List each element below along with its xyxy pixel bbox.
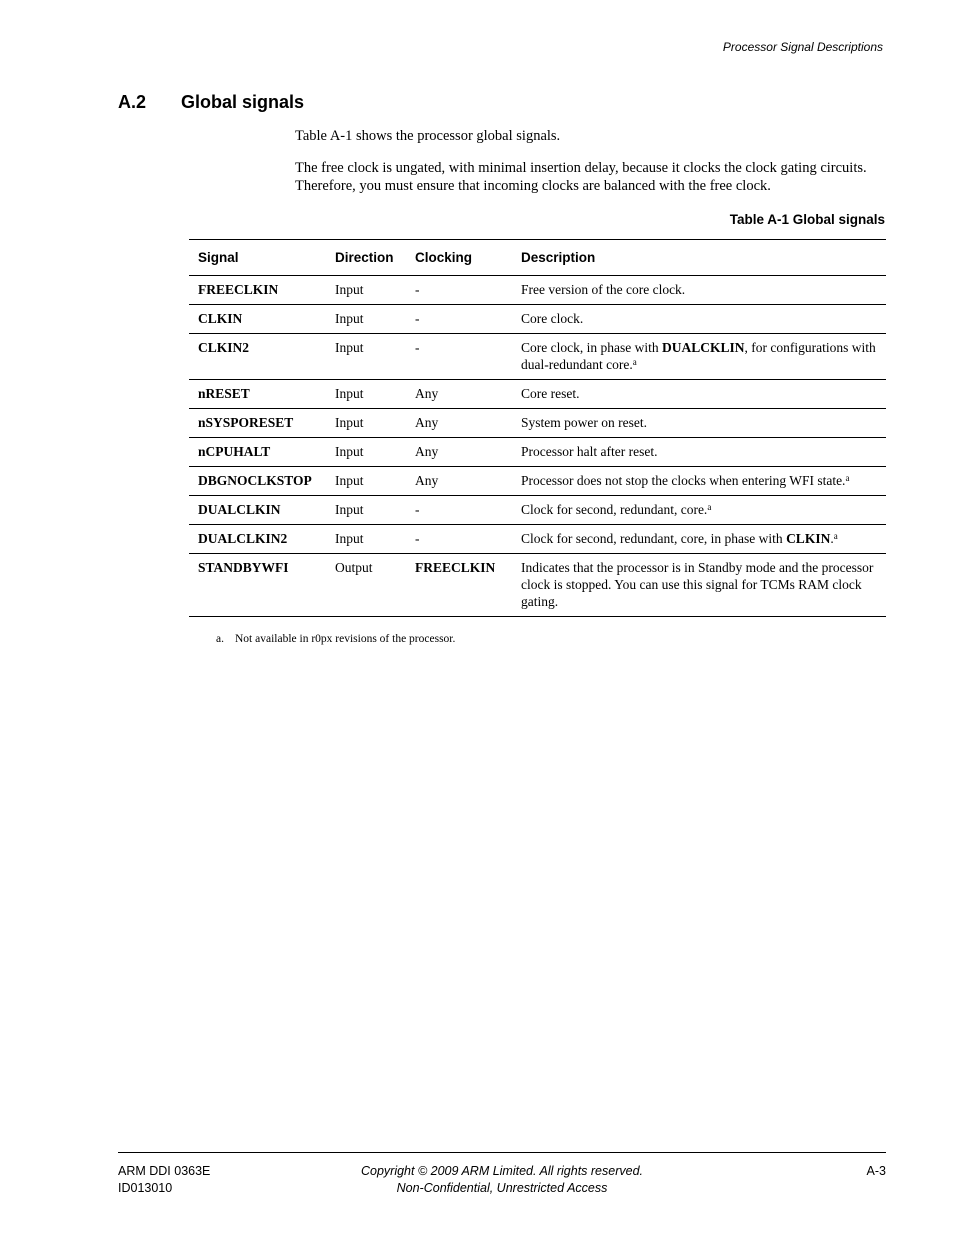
section-number: A.2 <box>118 92 147 112</box>
signal-clocking: Any <box>415 386 439 401</box>
intro-paragraph: Table A-1 shows the processor global signals. <box>295 128 561 144</box>
signal-description <box>512 467 886 496</box>
signal-name: CLKIN2 <box>198 340 250 355</box>
signal-clocking: Any <box>415 473 439 488</box>
signal-direction: Input <box>335 531 364 546</box>
signal-name: nCPUHALT <box>198 444 271 459</box>
signal-direction: Input <box>335 282 364 297</box>
signal-clocking: - <box>415 282 420 297</box>
signal-name: nRESET <box>198 386 250 401</box>
description-signal-ref: CLKIN <box>786 531 831 546</box>
section-heading <box>118 92 304 113</box>
signal-direction: Input <box>335 444 364 459</box>
table-row <box>189 496 886 525</box>
footnote-reference: a <box>632 357 637 367</box>
footer-doc-id: ARM DDI 0363E <box>118 1164 211 1178</box>
signal-description: Core reset. <box>521 386 580 401</box>
footer-document-ids <box>118 1163 210 1197</box>
signal-description: Core clock. <box>521 311 584 326</box>
description-text: Clock for second, redundant, core, in phase with <box>521 531 787 546</box>
description-signal-ref: DUALCKLIN <box>661 340 745 355</box>
free-clock-paragraph: The free clock is ungated, with minimal insertion delay, because it clocks the clock gating circuits. Therefore, you must ensure that incoming clocks are balanced with the free clock. <box>295 160 867 194</box>
signal-description: System power on reset. <box>521 415 647 430</box>
column-header-description: Description <box>521 250 596 265</box>
signal-direction: Input <box>335 415 364 430</box>
signal-name: FREECLKIN <box>198 282 279 297</box>
footer-legal <box>302 1163 702 1197</box>
footnote-reference: a <box>833 531 838 541</box>
running-header: Processor Signal Descriptions <box>722 40 883 54</box>
signal-clocking: - <box>415 502 420 517</box>
signal-description <box>512 334 886 380</box>
signal-name: DUALCLKIN <box>198 502 281 517</box>
signal-description: Free version of the core clock. <box>521 282 686 297</box>
signal-description: Processor halt after reset. <box>521 444 658 459</box>
table-row <box>189 409 886 438</box>
footnote-reference: a <box>845 473 850 483</box>
description-text: Core clock, in phase with <box>521 340 662 355</box>
footer-copyright: Copyright © 2009 ARM Limited. All rights reserved. <box>360 1164 643 1178</box>
footer-issue-id: ID013010 <box>118 1181 173 1195</box>
footnote-reference: a <box>707 502 712 512</box>
signal-direction: Input <box>335 340 364 355</box>
signal-direction: Output <box>335 560 373 575</box>
description-text: Clock for second, redundant, core. <box>521 502 708 517</box>
signal-direction: Input <box>335 473 364 488</box>
signal-description <box>512 525 886 554</box>
table-caption: Table A-1 Global signals <box>729 212 885 227</box>
signal-name: nSYSPORESET <box>198 415 294 430</box>
description-text: , for configurations with dual-redundant core. <box>521 340 876 372</box>
table-row <box>189 467 886 496</box>
table-row <box>189 380 886 409</box>
signal-name: CLKIN <box>198 311 243 326</box>
signal-clocking: Any <box>415 415 439 430</box>
description-text: Processor does not stop the clocks when entering WFI state. <box>521 473 846 488</box>
signal-name: DUALCLKIN2 <box>198 531 288 546</box>
column-header-clocking: Clocking <box>415 250 473 265</box>
table-header-row <box>189 240 886 276</box>
signal-name: STANDBYWFI <box>198 560 289 575</box>
signal-description: Indicates that the processor is in Standby mode and the processor clock is stopped. You can use this signal for TCMs RAM clock gating. <box>521 560 874 609</box>
signal-clocking: FREECLKIN <box>415 560 496 575</box>
signal-direction: Input <box>335 311 364 326</box>
signal-clocking: - <box>415 311 420 326</box>
description-text: . <box>830 531 834 546</box>
signal-name: DBGNOCLKSTOP <box>198 473 312 488</box>
table-row <box>189 438 886 467</box>
signal-clocking: - <box>415 531 420 546</box>
footer-divider <box>118 1152 886 1153</box>
footnote-text: Not available in r0px revisions of the processor. <box>235 633 456 645</box>
global-signals-table <box>189 239 886 617</box>
table-footnote <box>216 633 455 645</box>
section-title: Global signals <box>181 92 305 112</box>
column-header-signal: Signal <box>198 250 239 265</box>
signal-clocking: Any <box>415 444 439 459</box>
table-row <box>189 525 886 554</box>
table-row <box>189 276 886 305</box>
signal-description <box>512 496 886 525</box>
table-row <box>189 334 886 380</box>
page-number: A-3 <box>866 1164 886 1178</box>
signal-direction: Input <box>335 502 364 517</box>
table-row <box>189 554 886 617</box>
column-header-direction: Direction <box>335 250 394 265</box>
table-row <box>189 305 886 334</box>
footer-access: Non-Confidential, Unrestricted Access <box>396 1181 608 1195</box>
signal-clocking: - <box>415 340 420 355</box>
signal-direction: Input <box>335 386 364 401</box>
footnote-label: a. <box>216 633 224 645</box>
